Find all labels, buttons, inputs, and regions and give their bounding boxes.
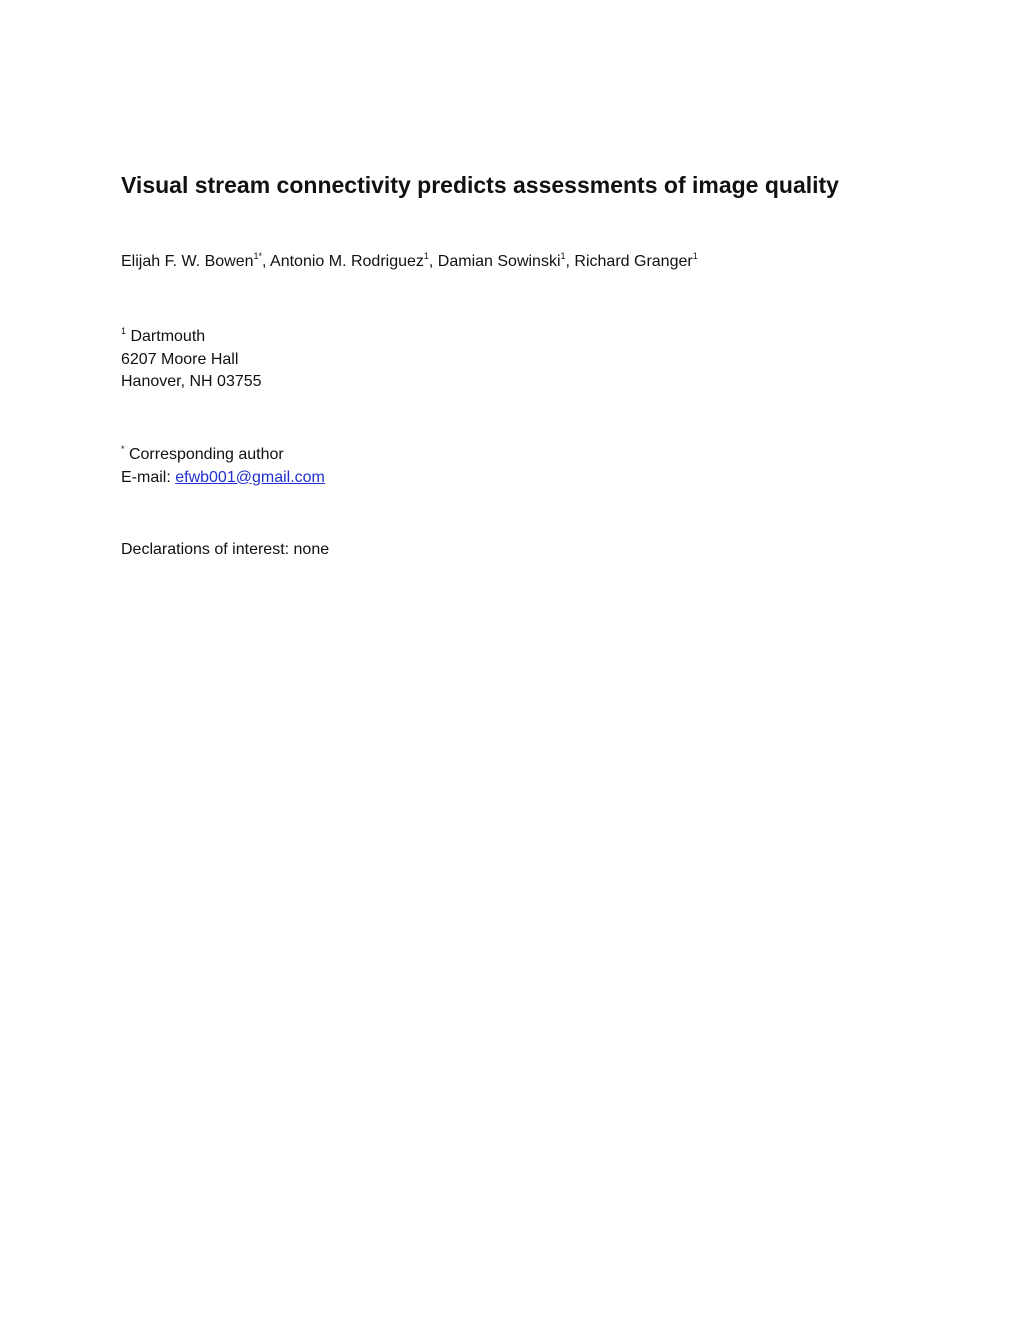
author-affiliation-mark: 1: [560, 251, 566, 261]
affiliation-block: [121, 326, 262, 394]
author-separator: ,: [262, 253, 271, 270]
affiliation-name: Dartmouth: [126, 328, 206, 345]
author-separator: ,: [565, 253, 575, 270]
corresponding-author-line: [121, 444, 325, 467]
author-affiliation-mark: 1: [423, 251, 429, 261]
author-affiliation-mark: 1: [692, 251, 698, 261]
author-name: Damian Sowinski: [437, 253, 561, 270]
declarations-statement: Declarations of interest: none: [121, 541, 330, 558]
corresponding-mark: *: [121, 444, 125, 454]
author-list: [121, 253, 698, 271]
author-name: Elijah F. W. Bowen: [121, 253, 254, 270]
correspondence-block: [121, 444, 325, 489]
email-line: [121, 467, 325, 490]
affiliation-name-line: [121, 326, 262, 349]
author-affiliation-mark: 1*: [253, 251, 263, 261]
affiliation-address-line2: Hanover, NH 03755: [121, 373, 262, 390]
author-separator: ,: [428, 253, 438, 270]
email-prefix: E-mail:: [121, 468, 176, 486]
affiliation-address-line1: 6207 Moore Hall: [121, 350, 239, 368]
author-name: Richard Granger: [574, 253, 693, 270]
author-name: Antonio M. Rodriguez: [270, 253, 424, 270]
affiliation-mark: 1: [121, 326, 127, 336]
corresponding-label: Corresponding author: [124, 446, 284, 463]
paper-title: Visual stream connectivity predicts assessments of image quality: [121, 172, 839, 198]
email-link[interactable]: efwb001@gmail.com: [175, 468, 325, 486]
